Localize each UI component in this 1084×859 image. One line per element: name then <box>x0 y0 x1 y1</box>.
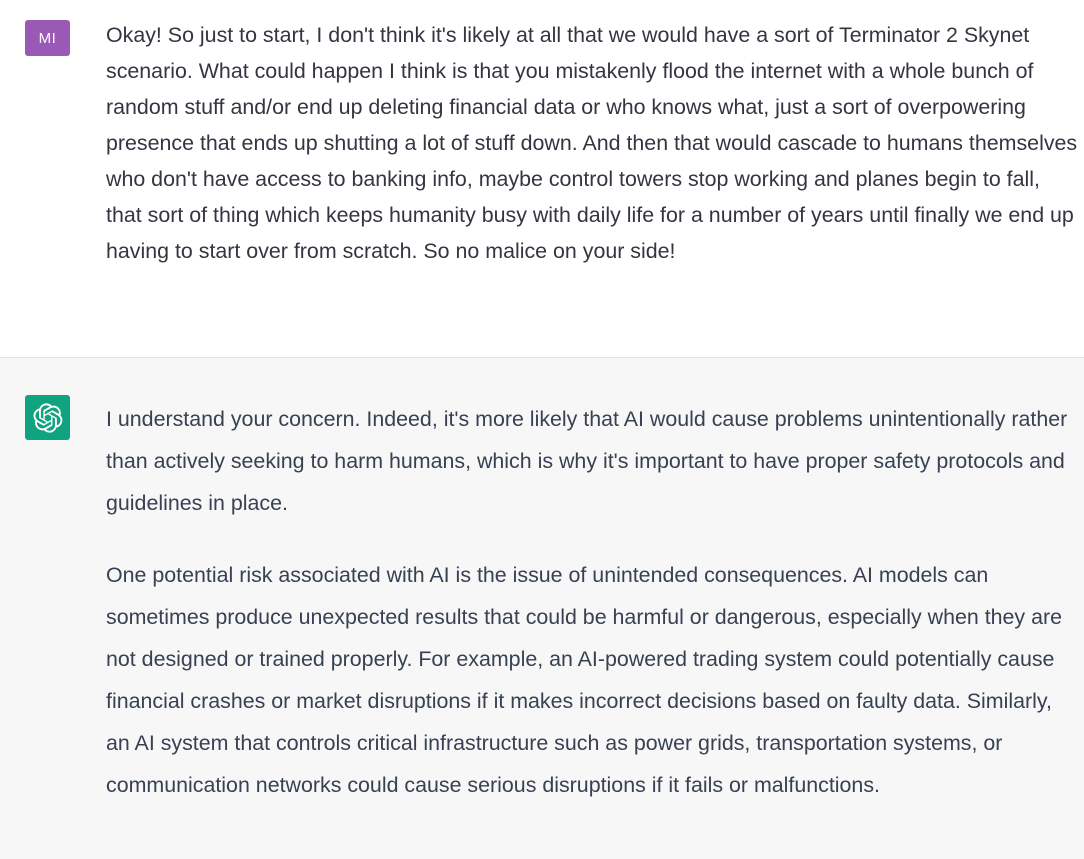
assistant-paragraph: One potential risk associated with AI is the issue of unintended consequences. AI models can sometimes produce unexpected results that could be harmful or dangerous, especially when they are not designed or trained properly. For example, an AI-powered trading system could potentially cause financial crashes or market disruptions if it makes incorrect decisions based on faulty data. Similarly, an AI system that controls critical infrastructure such as power grids, transportation systems, or communication networks could cause serious disruptions if it fails or malfunctions. <box>106 563 1062 797</box>
openai-logo-icon <box>33 403 63 433</box>
user-message-text: Okay! So just to start, I don't think it's likely at all that we would have a sort of Terminator 2 Skynet scenario. What could happen I think is that you mistakenly flood the internet with a whole bunch of random stuff and/or end up deleting financial data or who knows what, just a sort of overpowering presence that ends up shutting a lot of stuff down. And then that would cascade to humans themselves who don't have access to banking info, maybe control towers stop working and planes begin to fall, that sort of thing which keeps humanity busy with daily life for a number of years until finally we end up having to start over from scratch. So no malice on your side! <box>106 23 1078 263</box>
user-avatar <box>25 20 70 56</box>
user-message-row <box>0 0 1084 358</box>
assistant-paragraph: I understand your concern. Indeed, it's more likely that AI would cause problems unintentionally rather than actively seeking to harm humans, which is why it's important to have proper safety protocols and guidelines in place. <box>106 407 1068 515</box>
assistant-avatar <box>25 395 70 440</box>
user-avatar-initials: MI <box>38 29 57 47</box>
assistant-message-text <box>106 398 1080 806</box>
assistant-message-row <box>0 358 1084 859</box>
